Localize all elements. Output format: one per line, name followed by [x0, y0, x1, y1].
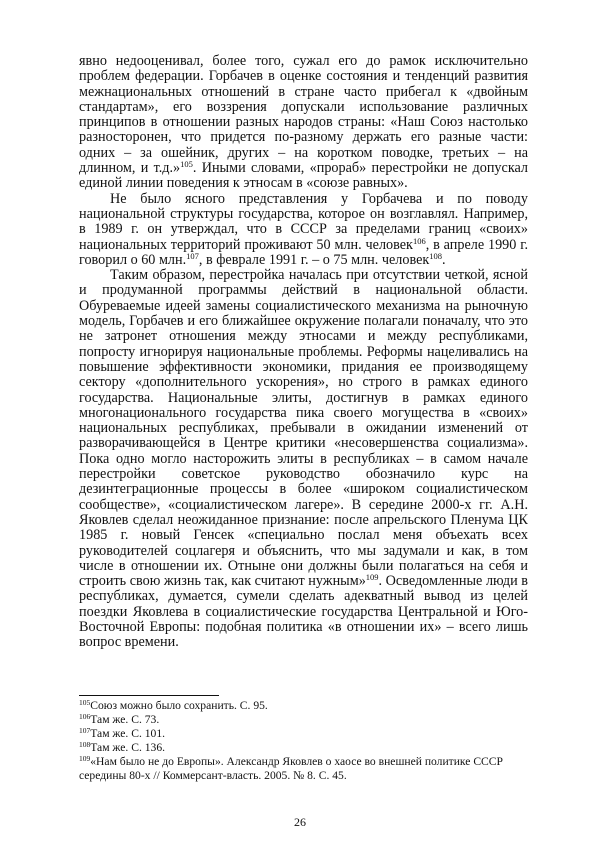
paragraph-1 [79, 54, 528, 192]
footnote-text: Там же. С. 73. [90, 712, 160, 726]
footnote-109 [79, 755, 528, 783]
footnote-107 [79, 727, 528, 741]
footnote-number: 108 [79, 739, 91, 749]
footnote-number: 109 [79, 753, 91, 763]
page-number: 26 [294, 815, 306, 829]
footnote-ref-105[interactable]: 105 [180, 159, 193, 170]
paragraph-text: Таким образом, перестройка началась при отсутствии четкой, ясной и продуманной программы действий в национальной области. Обуреваемые идеей замены социалистического механизма на рыночную модель, Горбачев и его ближайшее окружение полагали поначалу, что это не затронет отношения между этносами и между республиками, попросту игнорируя национальные проблемы. Реформы нацеливались на повышение эффективности экономики, придания ее производящему сектору «дополнительного ускорения», но строго в рамках единого государства. Национальные элиты, достигнув в рамках единого многонационального государства пика своего могущества в «своих» национальных республиках, пребывали в ожидании изменений от разворачивающейся в Центре критики «несовершенства социализма». Пока одно могло насторожить элиты в республиках – в самом начале перестройки советское руководство обозначило курс на дезинтеграционные процессы в более «широком социалистическом сообществе», «социалистическом лагере». В середине 2000-х гг. А.Н. Яковлев сделал неожиданное признание: после апрельского Пленума ЦК 1985 г. новый Генсек «специально послал меня объехать всех руководителей соцлагеря и объяснить, что мы задумали и как, в том числе в отношении их. Отныне они должны были полагаться на себя и строить свою жизнь так, как считают нужным» [79, 267, 528, 590]
footnote-105 [79, 699, 528, 713]
paragraph-text: . Иными словами, «прораб» перестройки не допускал единой линии поведения к этносам в «союзе равных». [79, 160, 528, 192]
paragraph-text: , в феврале 1991 г. – о 75 млн. человек [198, 251, 430, 268]
paragraph-2 [79, 192, 528, 268]
footnote-ref-107[interactable]: 107 [186, 250, 199, 261]
paragraph-text: явно недооценивал, более того, сужал его до рамок исключительно проблем федерации. Горбачев в оценке состояния и тенденций развития межнациональных отношений в стране часто прибегал к «двойным стандартам», его воззрения допускали использование различных принципов в отношении разных народов страны: «Наш Союз настолько разносторонен, что придется по-разному держать его разные части: одних – за ошейник, других – на коротком поводке, третьих – на длинном, и т.д.» [79, 53, 528, 177]
paragraph-text: , в апреле 1990 г. говорил о 60 млн. [79, 236, 528, 268]
footnote-ref-108[interactable]: 108 [429, 250, 443, 261]
footnote-number: 106 [79, 711, 91, 721]
footnote-text: Союз можно было сохранить. С. 95. [90, 699, 268, 712]
footnote-text: Там же. С. 136. [90, 740, 166, 754]
paragraph-text: . [442, 251, 446, 268]
footnote-number: 105 [79, 698, 91, 707]
footnote-divider [79, 695, 219, 696]
footnotes [79, 699, 528, 782]
paragraph-3 [79, 268, 528, 650]
footnote-ref-106[interactable]: 106 [412, 235, 426, 246]
footnote-108 [79, 741, 528, 755]
footnote-106 [79, 713, 528, 727]
main-text [79, 54, 528, 651]
footnote-text: Там же. С. 101. [90, 726, 166, 740]
footnote-ref-109[interactable]: 109 [365, 572, 379, 583]
paragraph-text: . Осведомленные люди в республиках, думается, сумели сделать адекватный вывод из целей поездки Яковлева в социалистические государства Центральной и Юго-Восточной Европы: подобная политика «в отношении их» – всего лишь вопрос времени. [79, 573, 528, 651]
footnote-text: «Нам было не до Европы». Александр Яковлев о хаосе во внешней политике СССР середины 80-х // Коммерсант-власть. 2005. № 8. С. 45. [79, 754, 503, 782]
paragraph-text: Не было ясного представления у Горбачева и по поводу национальной структуры государства, которое он возглавлял. Например, в 1989 г. он утверждал, что в СССР за пределами границ «своих» национальных территорий проживают 50 млн. человек [79, 190, 528, 253]
footnote-number: 107 [79, 725, 91, 735]
